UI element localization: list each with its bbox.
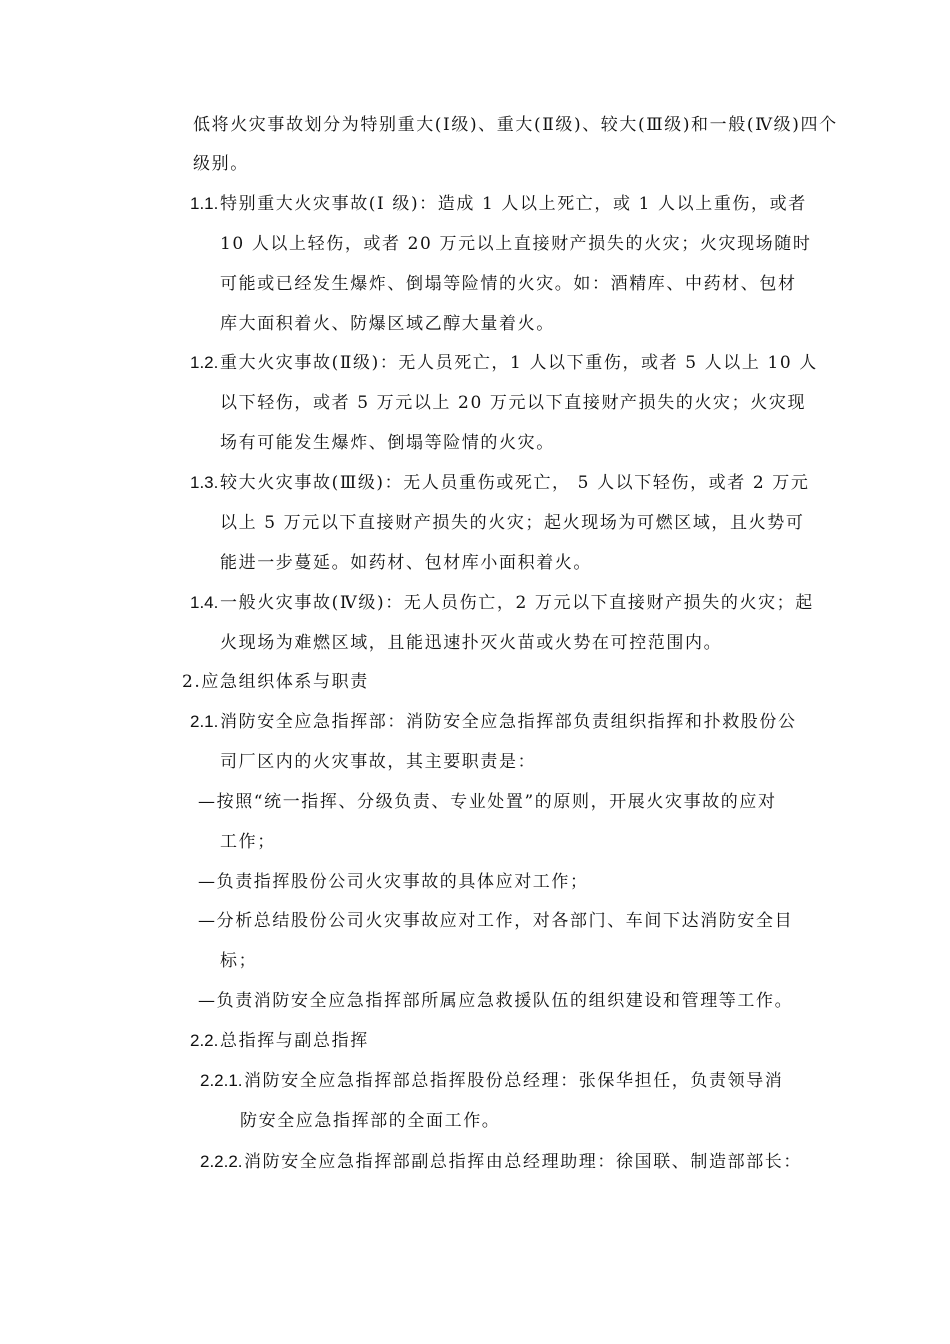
duty-4-line-1: —负责消防安全应急指挥部所属应急救援队伍的组织建设和管理等工作。 [198,991,794,1011]
section-1-4-number: 1.4. [190,593,219,612]
intro-line-1: 低将火灾事故划分为特别重大(Ⅰ级)、重大(Ⅱ级)、较大(Ⅲ级)和一般(Ⅳ级)四个 [193,115,838,135]
section-1-4-line-2: 火现场为难燃区域，且能迅速扑灭火苗或火势在可控范围内。 [220,633,723,653]
section-1-2-line-1: 重大火灾事故(Ⅱ级)：无人员死亡，1 人以下重伤，或者 5 人以上 10 人 [220,353,818,373]
duty-3-line-1: —分析总结股份公司火灾事故应对工作，对各部门、车间下达消防安全目 [198,911,794,931]
duty-1-line-2: 工作； [220,832,276,852]
section-2-1-number: 2.1. [190,712,219,731]
duty-1-line-1: —按照“统一指挥、分级负责、专业处置”的原则，开展火灾事故的应对 [198,792,777,812]
section-2-2-1-line-1: 消防安全应急指挥部总指挥股份总经理：张保华担任，负责领导消 [244,1071,784,1091]
section-2-2-title: 总指挥与副总指挥 [220,1031,369,1051]
section-2-2-1-line-2: 防安全应急指挥部的全面工作。 [240,1111,501,1131]
duty-3-line-2: 标； [220,951,258,971]
section-1-3-line-3: 能进一步蔓延。如药材、包材库小面积着火。 [220,553,592,573]
section-2-2-2-number: 2.2.2. [200,1152,243,1171]
section-1-2-number: 1.2. [190,353,219,372]
section-1-1-number: 1.1. [190,194,219,213]
section-2-1-line-2: 司厂区内的火灾事故，其主要职责是： [220,752,537,772]
duty-2-line-1: —负责指挥股份公司火灾事故的具体应对工作； [198,872,589,892]
section-2-1-line-1: 消防安全应急指挥部：消防安全应急指挥部负责组织指挥和扑救股份公 [220,712,797,732]
intro-line-2: 级别。 [193,154,249,174]
section-1-1-line-1: 特别重大火灾事故(I 级)：造成 1 人以上死亡，或 1 人以上重伤，或者 [220,194,807,214]
section-1-3-line-1: 较大火灾事故(Ⅲ级)：无人员重伤或死亡， 5 人以下轻伤，或者 2 万元 [220,473,810,493]
section-1-2-line-3: 场有可能发生爆炸、倒塌等险情的火灾。 [220,433,555,453]
section-1-4-line-1: 一般火灾事故(Ⅳ级)：无人员伤亡，2 万元以下直接财产损失的火灾；起 [220,593,814,613]
section-2-heading: 2.应急组织体系与职责 [182,672,369,692]
section-1-1-line-4: 库大面积着火、防爆区域乙醇大量着火。 [220,314,555,334]
section-1-1-line-2: 10 人以上轻伤，或者 20 万元以上直接财产损失的火灾；火灾现场随时 [220,234,812,254]
section-2-2-2-line-1: 消防安全应急指挥部副总指挥由总经理助理：徐国联、制造部部长： [244,1152,802,1172]
section-1-1-line-3: 可能或已经发生爆炸、倒塌等险情的火灾。如：酒精库、中药材、包材 [220,274,797,294]
section-1-2-line-2: 以下轻伤，或者 5 万元以上 20 万元以下直接财产损失的火灾；火灾现 [220,393,807,413]
section-2-2-1-number: 2.2.1. [200,1071,243,1090]
section-1-3-line-2: 以上 5 万元以下直接财产损失的火灾；起火现场为可燃区域，且火势可 [220,513,805,533]
section-2-2-number: 2.2. [190,1031,219,1050]
section-1-3-number: 1.3. [190,473,219,492]
